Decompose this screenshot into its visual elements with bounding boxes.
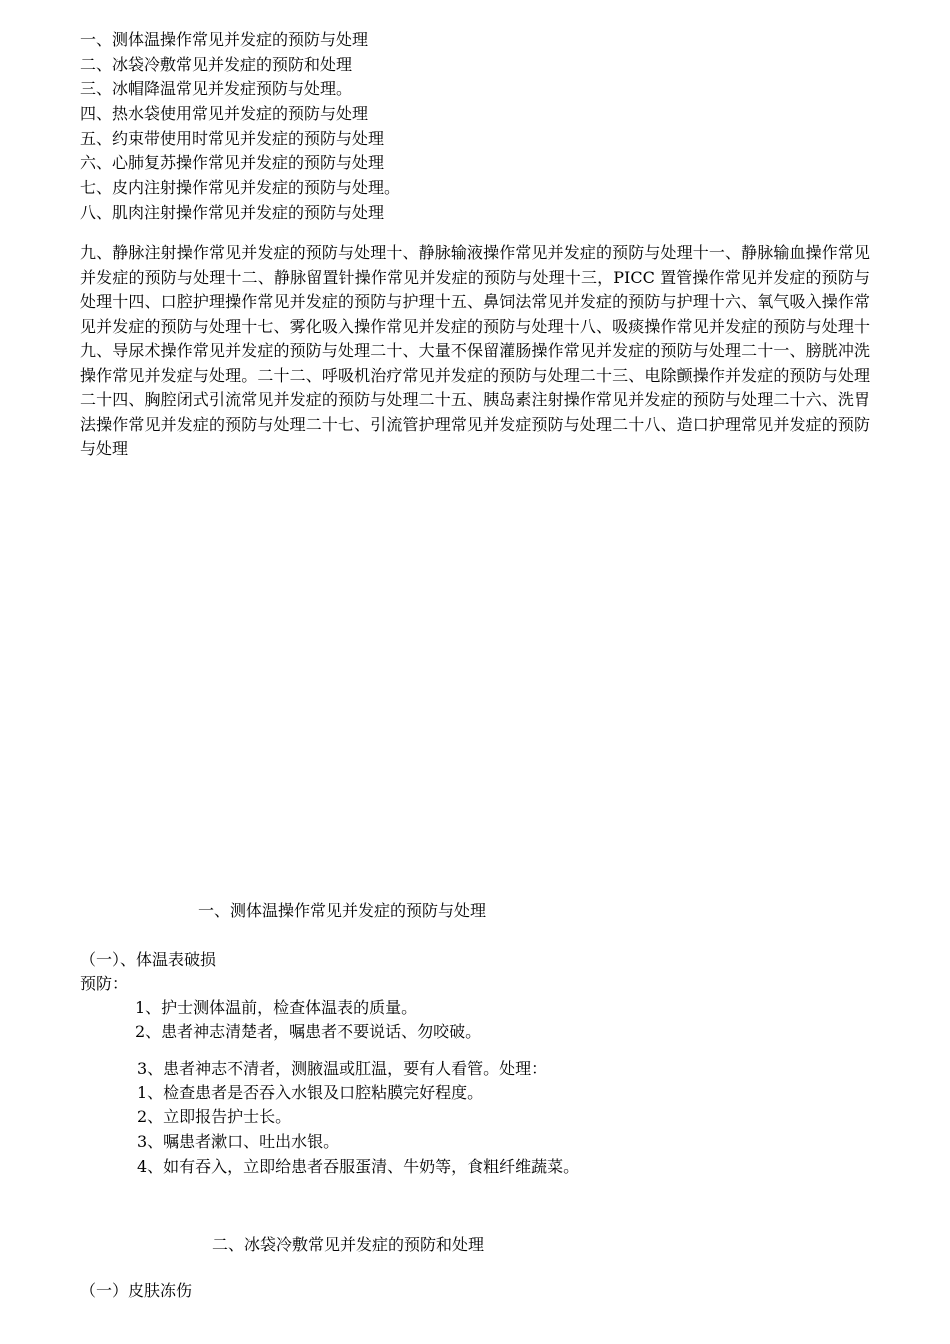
toc-item: 一、测体温操作常见并发症的预防与处理 bbox=[80, 30, 369, 49]
treatment-step: 1、检查患者是否吞入水银及口腔粘膜完好程度。 bbox=[137, 1083, 484, 1102]
prevention-step: 2、患者神志清楚者，嘱患者不要说话、勿咬破。 bbox=[135, 1022, 482, 1041]
prevention-step: 1、护士测体温前，检查体温表的质量。 bbox=[135, 998, 418, 1017]
toc-item: 八、肌肉注射操作常见并发症的预防与处理 bbox=[80, 202, 385, 222]
toc-item: 二、冰袋冷敷常见并发症的预防和处理 bbox=[80, 54, 353, 74]
treatment-step: 4、如有吞入，立即给患者吞服蛋清、牛奶等，食粗纤维蔬菜。 bbox=[137, 1157, 580, 1176]
section-1-subheading: （一）、体温表破损 bbox=[80, 950, 217, 969]
table-of-contents bbox=[80, 28, 880, 226]
toc-item: 三、冰帽降温常见并发症预防与处理。 bbox=[80, 79, 353, 99]
prevention-step: 3、患者神志不清者，测腋温或肛温，要有人看管。处理： bbox=[137, 1059, 548, 1078]
toc-continued-paragraph: 九、静脉注射操作常见并发症的预防与处理十、静脉输液操作常见并发症的预防与处理十一、静脉输血操作常见并发症的预防与处理十二、静脉留置针操作常见并发症的预防与处理十三，PICC 置管操作常见并发症的预防与处理十四、口腔护理操作常见并发症的预防与护理十五、鼻饲法常见并发症的预防与护理十六、氧气吸入操作常见并发症的预防与处理十七、雾化吸入操作常见并发症的预防与处理十八、吸痰操作常见并发症的预防与处理十九、导尿术操作常见并发症的预防与处理二十、大量不保留灌肠操作常见并发症的预防与处理二十一、膀胱冲洗操作常见并发症与处理。二十二、呼吸机治疗常见并发症的预防与处理二十三、电除颤操作并发症的预防与处理二十四、胸腔闭式引流常见并发症的预防与处理二十五、胰岛素注射操作常见并发症的预防与处理二十六、洗胃法操作常见并发症的预防与处理二十七、引流管护理常见并发症预防与处理二十八、造口护理常见并发症的预防与处理 bbox=[80, 243, 870, 458]
toc-item: 五、约束带使用时常见并发症的预防与处理 bbox=[80, 128, 385, 148]
toc-item: 四、热水袋使用常见并发症的预防与处理 bbox=[80, 104, 369, 124]
treatment-step: 3、嘱患者漱口、吐出水银。 bbox=[137, 1132, 340, 1151]
section-1-title: 一、测体温操作常见并发症的预防与处理 bbox=[198, 901, 487, 920]
treatment-step: 2、立即报告护士长。 bbox=[137, 1107, 292, 1126]
section-2-title: 二、冰袋冷敷常见并发症的预防和处理 bbox=[212, 1235, 485, 1254]
toc-item: 六、心肺复苏操作常见并发症的预防与处理 bbox=[80, 153, 385, 173]
toc-item: 七、皮内注射操作常见并发症的预防与处理。 bbox=[80, 178, 401, 198]
prevention-label: 预防： bbox=[80, 974, 129, 993]
section-2-subheading: （一）皮肤冻伤 bbox=[80, 1281, 193, 1300]
